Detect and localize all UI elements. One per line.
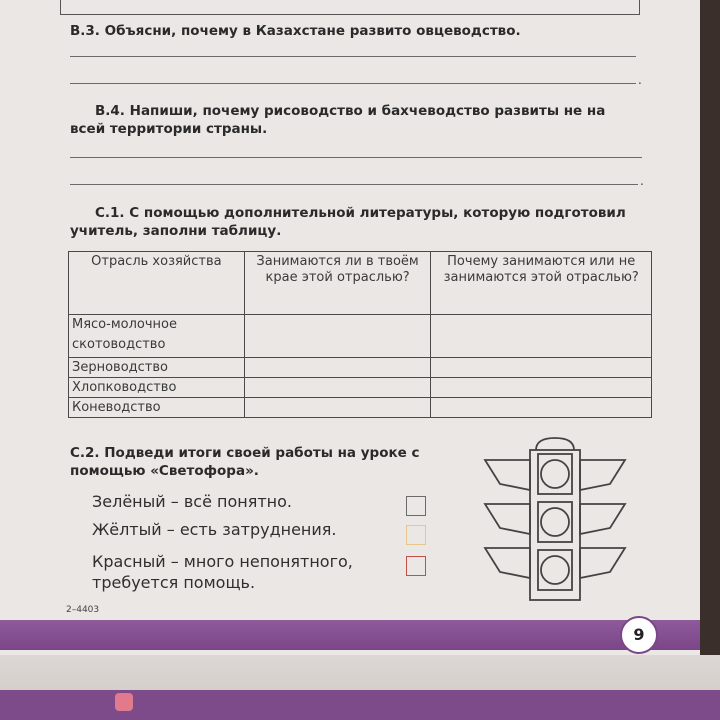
traffic-light-cap xyxy=(536,438,574,450)
line-dot: . xyxy=(640,174,644,188)
red-checkbox[interactable] xyxy=(406,556,426,576)
answer-line xyxy=(70,157,642,158)
left-visor-1 xyxy=(485,460,530,490)
answer-cell[interactable] xyxy=(244,315,431,358)
industries-table xyxy=(68,251,652,418)
answer-line xyxy=(70,83,636,84)
header-why: Почему занимаются или не занимаются этой отраслью? xyxy=(431,252,652,315)
answer-line xyxy=(70,56,636,57)
next-page-stripe xyxy=(0,690,720,720)
answer-cell[interactable] xyxy=(431,358,652,378)
green-checkbox[interactable] xyxy=(406,496,426,516)
lamp-1 xyxy=(541,460,569,488)
yellow-checkbox[interactable] xyxy=(406,525,426,545)
answer-cell[interactable] xyxy=(431,378,652,398)
purple-stripe xyxy=(0,620,700,650)
pink-decoration xyxy=(115,693,133,711)
page-number: 9 xyxy=(620,616,658,654)
table-row xyxy=(69,378,652,398)
lamp-2 xyxy=(541,508,569,536)
option-yellow-label: Жёлтый – есть затруднения. xyxy=(92,520,337,539)
answer-cell[interactable] xyxy=(244,358,431,378)
line-dot: . xyxy=(638,73,642,87)
table-row xyxy=(69,358,652,378)
answer-cell[interactable] xyxy=(244,398,431,418)
table-row xyxy=(69,398,652,418)
question-c1: С.1. С помощью дополнительной литературы, которую подготовил учитель, заполни таблицу. xyxy=(70,205,626,239)
question-b4: В.4. Напиши, почему рисоводство и бахчеводство развиты не на всей территории страны. xyxy=(70,103,606,137)
traffic-light-icon xyxy=(480,432,630,602)
header-industry: Отрасль хозяйства xyxy=(69,252,245,315)
answer-cell[interactable] xyxy=(244,378,431,398)
industry-cell: Хлопководство xyxy=(69,378,245,398)
right-visor-3 xyxy=(580,548,625,578)
question-c2: С.2. Подведи итоги своей работы на уроке с помощью «Светофора». xyxy=(70,445,420,479)
left-visor-2 xyxy=(485,504,530,534)
industry-cell: Коневодство xyxy=(69,398,245,418)
question-b3: В.3. Объясни, почему в Казахстане развито овцеводство. xyxy=(70,23,521,39)
answer-line xyxy=(70,184,638,185)
industry-cell: Мясо-молочное скотоводство xyxy=(69,315,245,358)
option-red-label: Красный – много непонятного, требуется помощь. xyxy=(92,552,353,592)
answer-cell[interactable] xyxy=(431,398,652,418)
footer-code: 2–4403 xyxy=(66,605,100,615)
option-green-label: Зелёный – всё понятно. xyxy=(92,492,292,511)
table-row xyxy=(69,315,652,358)
top-answer-box xyxy=(60,0,640,15)
answer-cell[interactable] xyxy=(431,315,652,358)
industry-cell: Зерноводство xyxy=(69,358,245,378)
lamp-3 xyxy=(541,556,569,584)
right-visor-1 xyxy=(580,460,625,490)
header-engaged: Занимаются ли в твоём крае этой отраслью? xyxy=(244,252,431,315)
right-visor-2 xyxy=(580,504,625,534)
left-visor-3 xyxy=(485,548,530,578)
